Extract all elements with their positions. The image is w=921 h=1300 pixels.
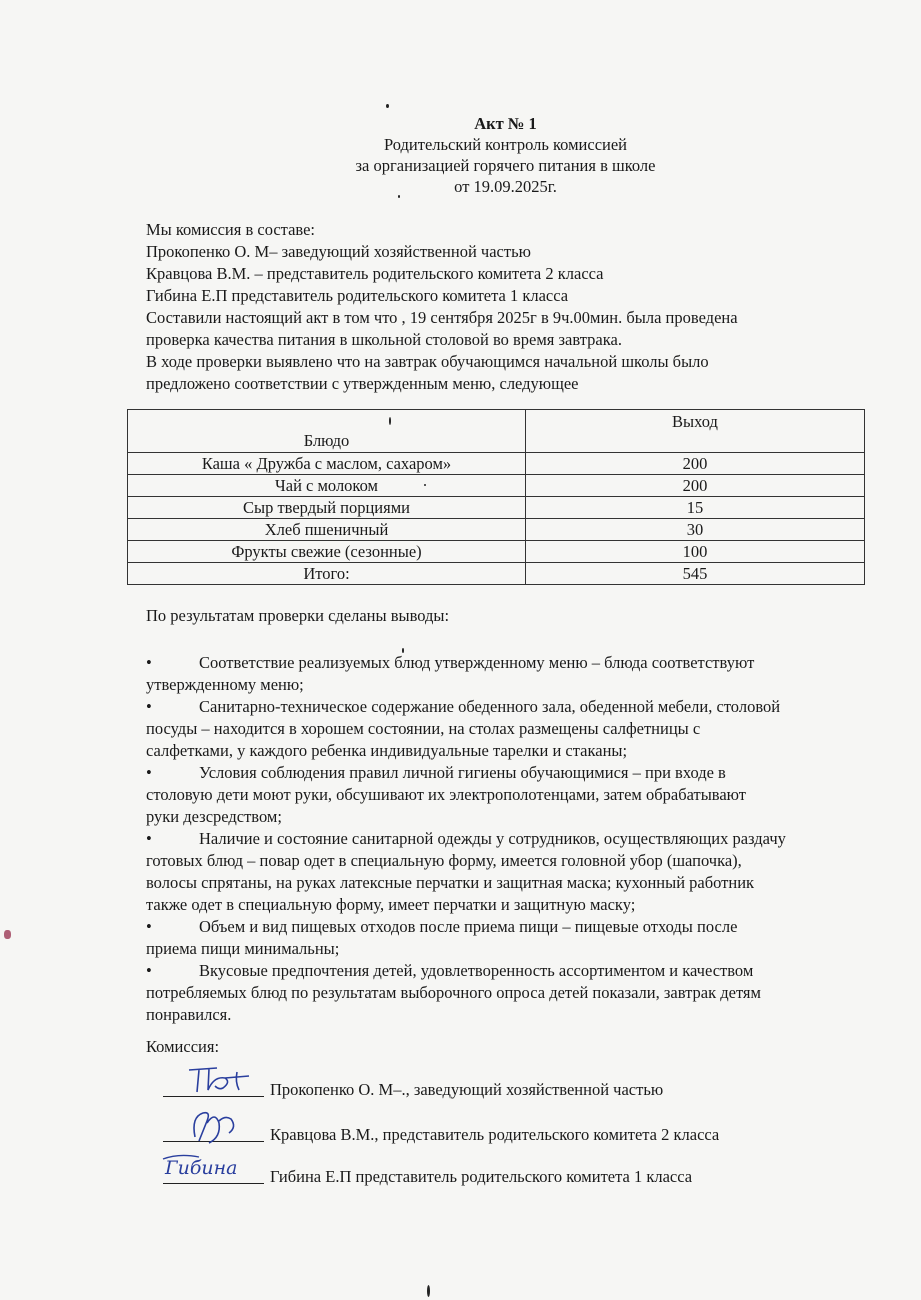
scan-edge-mark <box>4 930 11 939</box>
conclusion-line <box>146 806 871 828</box>
conclusion-line <box>146 718 871 740</box>
scan-speck <box>424 484 426 486</box>
conclusion-line <box>146 960 871 982</box>
scan-speck <box>402 648 404 653</box>
conclusion-line <box>146 828 871 850</box>
total-value-cell: 545 <box>526 563 865 585</box>
conclusion-text: Соответствие реализуемых блюд утвержденному меню – блюда соответствуют <box>199 653 755 672</box>
intro-line: Кравцова В.М. – представитель родительского комитета 2 класса <box>146 264 604 283</box>
bullet-icon: • <box>146 829 152 848</box>
total-label-cell: Итого: <box>128 563 526 585</box>
dish-cell: Фрукты свежие (сезонные) <box>128 541 526 563</box>
dish-cell: Чай с молоком <box>128 475 526 497</box>
conclusion-text: волосы спрятаны, на руках латексные перчатки и защитная маска; кухонный работник <box>146 873 755 892</box>
dish-cell: Хлеб пшеничный <box>128 519 526 541</box>
signature-row <box>163 1121 719 1151</box>
act-title: Акт № 1 <box>474 114 537 133</box>
conclusion-line <box>146 762 871 784</box>
column-header-dish: Блюдо <box>128 410 526 453</box>
intro-line: Составили настоящий акт в том что , 19 сентября 2025г в 9ч.00мин. была проведена <box>146 308 738 327</box>
intro-line: предложено соответствии с утвержденным меню, следующее <box>146 374 579 393</box>
bullet-icon: • <box>146 653 152 672</box>
conclusion-line <box>146 696 871 718</box>
bullet-icon: • <box>146 697 152 716</box>
conclusion-text: столовую дети моют руки, обсушивают их электрополотенцами, затем обрабатывают <box>146 785 747 804</box>
table-row <box>128 541 865 563</box>
act-subject: за организацией горячего питания в школе <box>355 156 656 175</box>
column-header-output: Выход <box>526 410 865 453</box>
conclusion-text: утвержденному меню; <box>146 675 304 694</box>
intro-line: Гибина Е.П представитель родительского комитета 1 класса <box>146 286 569 305</box>
output-cell: 30 <box>526 519 865 541</box>
conclusion-text: понравился. <box>146 1005 232 1024</box>
signature-text: Прокопенко О. М–., заведующий хозяйственной частью <box>270 1080 664 1099</box>
conclusion-text: салфетками, у каждого ребенка индивидуальные тарелки и стаканы; <box>146 741 628 760</box>
conclusion-line <box>146 872 871 894</box>
scan-speck <box>389 417 391 425</box>
conclusion-item <box>146 960 871 1026</box>
conclusion-text: также одет в специальную форму, имеет перчатки и защитную маску; <box>146 895 636 914</box>
output-cell: 100 <box>526 541 865 563</box>
intro-paragraph <box>146 219 866 395</box>
conclusion-text: Наличие и состояние санитарной одежды у сотрудников, осуществляющих раздачу <box>199 829 786 848</box>
conclusion-line <box>146 850 871 872</box>
bullet-icon: • <box>146 961 152 980</box>
conclusion-line <box>146 740 871 762</box>
table-row <box>128 453 865 475</box>
intro-line: Мы комиссия в составе: <box>146 220 316 239</box>
conclusion-text: руки дезсредством; <box>146 807 282 826</box>
conclusion-line <box>146 784 871 806</box>
conclusion-item <box>146 696 871 762</box>
intro-line: проверка качества питания в школьной столовой во время завтрака. <box>146 330 622 349</box>
signature-line <box>163 1121 264 1142</box>
conclusion-line <box>146 652 871 674</box>
signature-handwriting: Гибина <box>165 1157 238 1179</box>
handwritten-signature-icon <box>159 1107 269 1147</box>
dish-cell: Сыр твердый порциями <box>128 497 526 519</box>
conclusion-text: Вкусовые предпочтения детей, удовлетворенность ассортиментом и качеством <box>199 961 754 980</box>
intro-line: В ходе проверки выявлено что на завтрак обучающимся начальной школы было <box>146 352 709 371</box>
conclusions-list <box>146 652 871 1026</box>
table-header-row <box>128 410 865 453</box>
act-header <box>0 113 921 197</box>
conclusion-item <box>146 916 871 960</box>
table-row <box>128 475 865 497</box>
conclusion-line <box>146 1004 871 1026</box>
commission-heading: Комиссия: <box>146 1037 220 1056</box>
output-cell: 15 <box>526 497 865 519</box>
output-cell: 200 <box>526 475 865 497</box>
act-subtitle: Родительский контроль комиссией <box>383 135 628 154</box>
signature-row <box>163 1157 693 1193</box>
handwritten-signature-icon <box>159 1149 269 1183</box>
scan-speck <box>386 104 389 108</box>
signature-text: Гибина Е.П представитель родительского комитета 1 класса <box>270 1167 693 1186</box>
conclusion-text: Санитарно-техническое содержание обеденного зала, обеденной мебели, столовой <box>199 697 781 716</box>
bullet-icon: • <box>146 917 152 936</box>
bullet-icon: • <box>146 763 152 782</box>
conclusion-item <box>146 762 871 828</box>
conclusion-text: Условия соблюдения правил личной гигиены обучающимися – при входе в <box>199 763 726 782</box>
table-total-row <box>128 563 865 585</box>
menu-table <box>127 409 865 585</box>
table-row <box>128 519 865 541</box>
conclusion-item <box>146 652 871 696</box>
conclusion-text: потребляемых блюд по результатам выборочного опроса детей показали, завтрак детям <box>146 983 761 1002</box>
intro-line: Прокопенко О. М– заведующий хозяйственной частью <box>146 242 531 261</box>
table-row <box>128 497 865 519</box>
signature-text: Кравцова В.М., представитель родительского комитета 2 класса <box>270 1125 720 1144</box>
conclusion-line <box>146 674 871 696</box>
conclusion-text: Объем и вид пищевых отходов после приема пищи – пищевые отходы после <box>199 917 738 936</box>
signature-line <box>163 1157 264 1184</box>
conclusion-line <box>146 938 871 960</box>
conclusion-text: приема пищи минимальны; <box>146 939 340 958</box>
act-date: от 19.09.2025г. <box>454 177 557 196</box>
conclusion-line <box>146 894 871 916</box>
conclusion-text: готовых блюд – повар одет в специальную форму, имеется головной убор (шапочка), <box>146 851 742 870</box>
scan-speck <box>427 1285 430 1297</box>
output-cell: 200 <box>526 453 865 475</box>
handwritten-signature-icon <box>159 1062 269 1096</box>
conclusion-line <box>146 916 871 938</box>
conclusion-item <box>146 828 871 916</box>
conclusion-text: посуды – находится в хорошем состоянии, на столах размещены салфетницы с <box>146 719 701 738</box>
conclusion-line <box>146 982 871 1004</box>
signature-line <box>163 1076 264 1097</box>
scan-speck <box>398 195 400 198</box>
conclusions-heading: По результатам проверки сделаны выводы: <box>146 606 450 625</box>
dish-cell: Каша « Дружба с маслом, сахаром» <box>128 453 526 475</box>
signature-row <box>163 1076 663 1106</box>
